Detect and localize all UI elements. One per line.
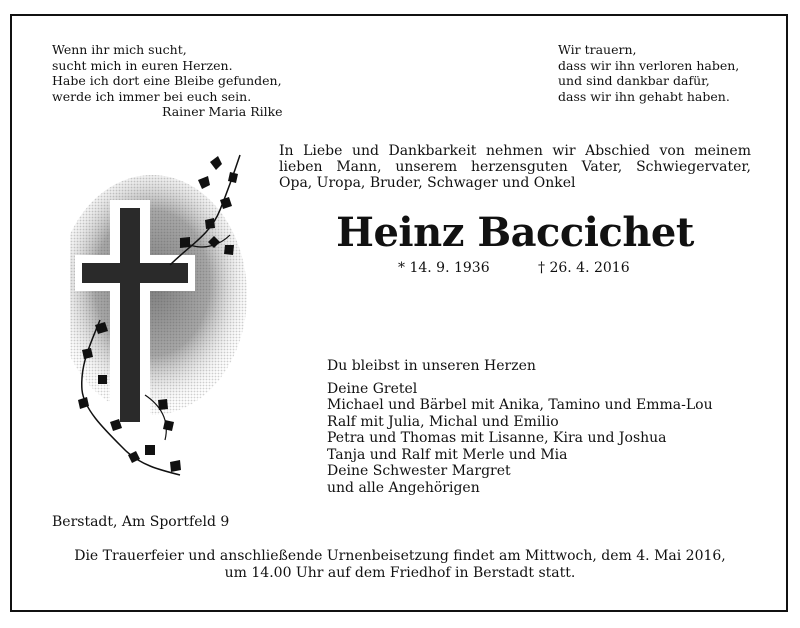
family-member: Ralf mit Julia, Michal und Emilio	[327, 413, 559, 430]
intro-line: In Liebe und Dankbarkeit nehmen wir Abschied von meinem	[279, 143, 751, 159]
funeral-line: um 14.00 Uhr auf dem Friedhof in Berstadt statt.	[224, 564, 576, 581]
poem-left-line: werde ich immer bei euch sein.	[52, 88, 252, 104]
poem-right-line: dass wir ihn verloren haben,	[558, 57, 740, 73]
family-member: Deine Gretel	[327, 380, 418, 397]
deceased-name: Heinz Baccichet	[336, 209, 694, 256]
poem-right	[558, 42, 739, 104]
cross-with-ivy-icon	[70, 150, 260, 485]
intro-line: Opa, Uropa, Bruder, Schwager und Onkel	[279, 175, 576, 191]
family-member: Petra und Thomas mit Lisanne, Kira und Joshua	[327, 430, 667, 446]
poem-right-line: und sind dankbar dafür,	[558, 73, 710, 88]
poem-left-line: sucht mich in euren Herzen.	[52, 57, 233, 73]
poem-right-line: dass wir ihn gehabt haben.	[558, 88, 730, 104]
family-member: und alle Angehörigen	[327, 479, 480, 496]
funeral-line: Die Trauerfeier und anschließende Urnenbeisetzung findet am Mittwoch, dem 4. Mai 2016,	[74, 548, 726, 564]
poem-author: Rainer Maria Rilke	[162, 104, 283, 119]
poem-left-line: Wenn ihr mich sucht,	[52, 42, 187, 57]
intro-line: lieben Mann, unserem herzensguten Vater, Schwiegervater,	[279, 159, 751, 175]
address: Berstadt, Am Sportfeld 9	[52, 514, 230, 530]
family-member: Michael und Bärbel mit Anika, Tamino und Emma-Lou	[327, 397, 713, 413]
birth-date: * 14. 9. 1936	[398, 260, 490, 276]
poem-left	[52, 42, 283, 120]
funeral-info	[30, 548, 770, 581]
family-member: Deine Schwester Margret	[327, 463, 511, 479]
poem-right-line: Wir trauern,	[558, 42, 637, 57]
family-heading: Du bleibst in unseren Herzen	[327, 358, 536, 374]
family-member: Tanja und Ralf mit Merle und Mia	[327, 446, 568, 463]
intro-text	[279, 143, 751, 191]
poem-left-line: Habe ich dort eine Bleibe gefunden,	[52, 73, 282, 88]
family-list	[327, 358, 713, 496]
death-date: † 26. 4. 2016	[538, 260, 630, 276]
